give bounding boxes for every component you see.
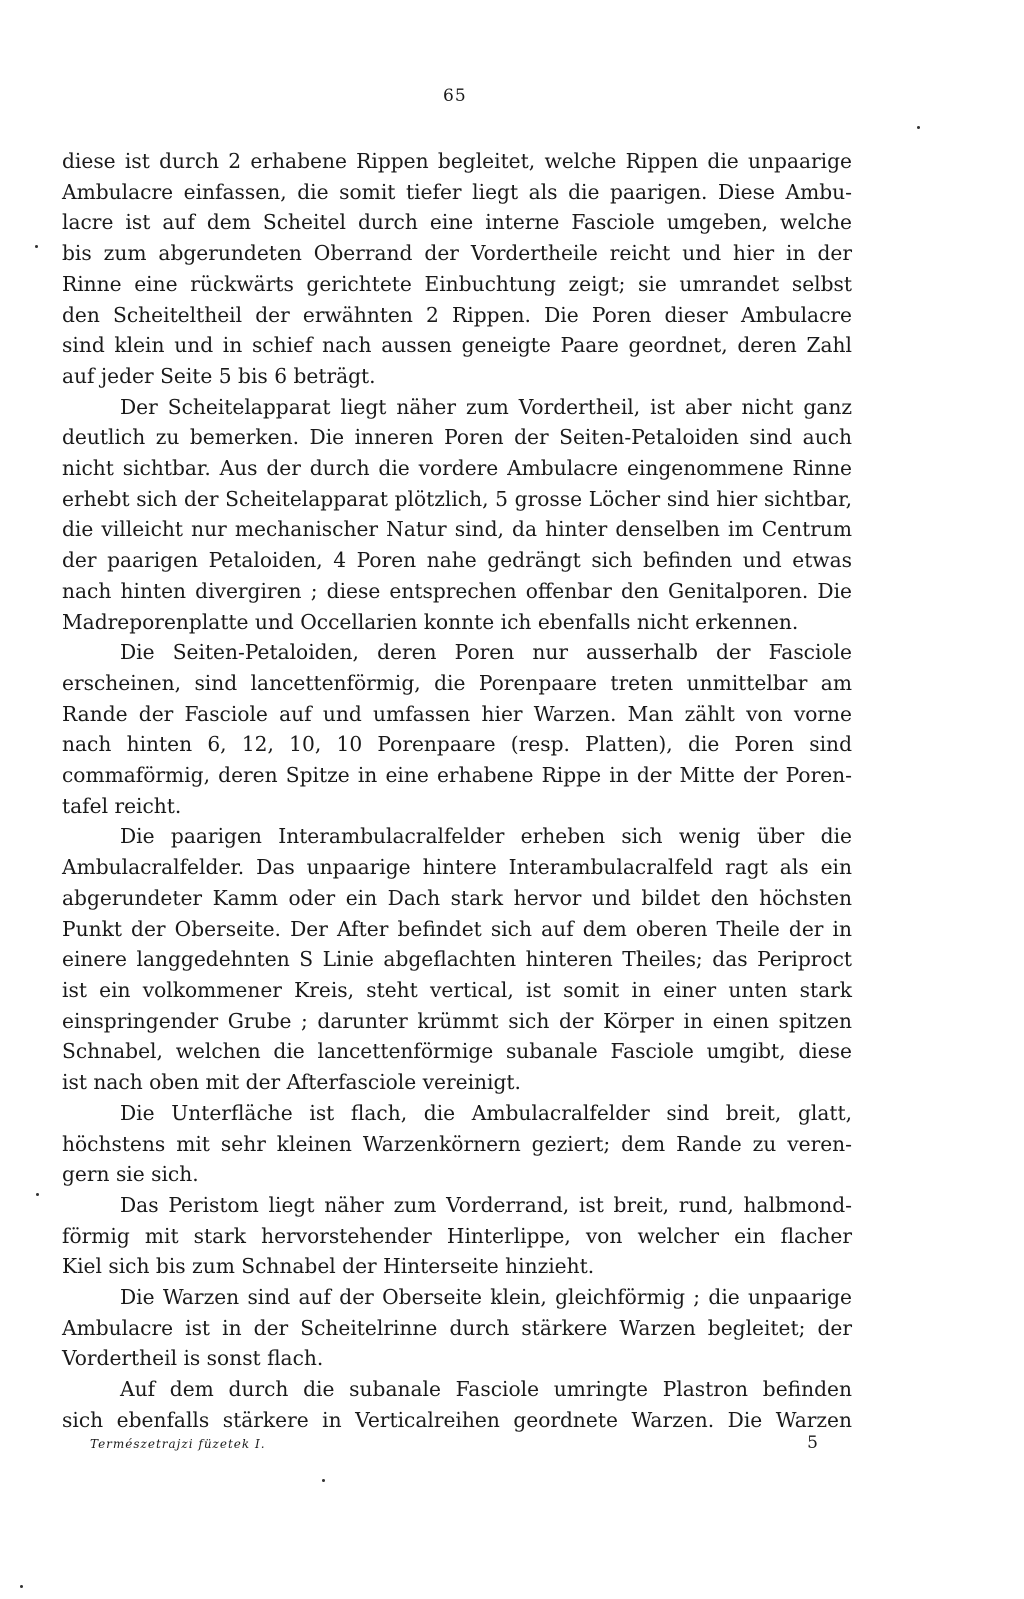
paragraph [62,1190,852,1282]
text-line: förmig mit stark hervorstehender Hinterlippe, von welcher ein flacher [62,1223,852,1248]
page-number: 65 [443,86,467,106]
text-line: Rinne eine rückwärts gerichtete Einbuchtung zeigt; sie umrandet selbst [62,271,852,296]
scan-speck [917,126,920,129]
text-line: lacre ist auf dem Scheitel durch eine interne Fasciole umgeben, welche [62,210,852,235]
footer-signature-mark: 5 [807,1433,818,1453]
text-line: Punkt der Oberseite. Der After befindet sich auf dem oberen Theile der in [62,916,852,941]
text-line: deutlich zu bemerken. Die inneren Poren der Seiten-Petaloiden sind auch [62,425,852,450]
text-line: Die Unterfläche ist flach, die Ambulacralfelder sind breit, glatt, [120,1100,852,1125]
body-text [62,146,852,1436]
text-line: Rande der Fasciole auf und umfassen hier Warzen. Man zählt von vorne [62,701,852,726]
scan-speck [322,1479,325,1482]
text-line: nicht sichtbar. Aus der durch die vordere Ambulacre eingenommene Rinne [62,456,852,481]
text-line: die villeicht nur mechanischer Natur sind, da hinter denselben im Centrum [62,517,852,542]
text-line: ist nach oben mit der Afterfasciole vereinigt. [62,1070,521,1095]
paragraph [62,392,852,638]
text-line: sich ebenfalls stärkere in Verticalreihen geordnete Warzen. Die Warzen [62,1407,852,1432]
text-line: tafel reicht. [62,793,182,818]
scan-speck [20,1585,23,1588]
text-line: höchstens mit sehr kleinen Warzenkörnern geziert; dem Rande zu veren- [62,1131,852,1156]
text-line: diese ist durch 2 erhabene Rippen begleitet, welche Rippen die unpaarige [62,149,852,173]
page-footer [62,1433,852,1459]
text-line: den Scheiteltheil der erwähnten 2 Rippen. Die Poren dieser Ambulacre [62,302,852,327]
text-line: auf jeder Seite 5 bis 6 beträgt. [62,363,376,388]
text-line: abgerundeter Kamm oder ein Dach stark hervor und bildet den höchsten [62,885,852,910]
text-line: Die Seiten-Petaloiden, deren Poren nur ausserhalb der Fasciole [120,640,852,665]
text-line: commaförmig, deren Spitze in eine erhabene Rippe in der Mitte der Poren- [62,763,852,788]
text-line: einspringender Grube ; darunter krümmt sich der Körper in einen spitzen [62,1008,852,1033]
text-line: Madreporenplatte und Occellarien konnte ich ebenfalls nicht erkennen. [62,609,799,634]
scan-speck [35,245,38,248]
paragraph [62,821,852,1097]
text-line: Ambulacralfelder. Das unpaarige hintere Interambulacralfeld ragt als ein [62,855,852,880]
text-line: Kiel sich bis zum Schnabel der Hinterseite hinzieht. [62,1254,595,1279]
text-line: bis zum abgerundeten Oberrand der Vordertheile reicht und hier in der [62,241,852,266]
text-line: Vordertheil is sonst flach. [62,1346,324,1371]
paragraph [62,1098,852,1190]
text-line: Die Warzen sind auf der Oberseite klein, gleichförmig ; die unpaarige [120,1285,852,1310]
paragraph [62,1282,852,1374]
text-line: gern sie sich. [62,1162,199,1187]
text-line: erscheinen, sind lancettenförmig, die Porenpaare treten unmittelbar am [62,670,852,695]
text-line: Der Scheitelapparat liegt näher zum Vordertheil, ist aber nicht ganz [120,394,852,419]
text-line: der paarigen Petaloiden, 4 Poren nahe gedrängt sich befinden und etwas [62,548,852,573]
footer-journal-title: Természetrajzi füzetek I. [90,1437,266,1451]
text-line: sind klein und in schief nach aussen geneigte Paare geordnet, deren Zahl [62,333,852,358]
paragraph [62,1374,852,1435]
text-line: Ambulacre ist in der Scheitelrinne durch stärkere Warzen begleitet; der [62,1315,852,1340]
text-line: nach hinten divergiren ; diese entsprechen offenbar den Genitalporen. Die [62,578,852,603]
paragraph [62,146,852,392]
text-line: Die paarigen Interambulacralfelder erheben sich wenig über die [120,824,852,849]
text-line: Schnabel, welchen die lancettenförmige subanale Fasciole umgibt, diese [62,1039,852,1064]
text-line: nach hinten 6, 12, 10, 10 Porenpaare (resp. Platten), die Poren sind [62,732,852,757]
text-line: Ambulacre einfassen, die somit tiefer liegt als die paarigen. Diese Ambu- [62,179,852,204]
paragraph [62,637,852,821]
text-line: Auf dem durch die subanale Fasciole umringte Plastron befinden [120,1377,852,1402]
text-line: Das Peristom liegt näher zum Vorderrand, ist breit, rund, halbmond- [120,1192,852,1217]
text-line: einere langgedehnten S Linie abgeflachten hinteren Theiles; das Periproct [62,947,852,972]
text-line: ist ein volkommener Kreis, steht vertical, ist somit in einer unten stark [62,977,852,1002]
text-line: erhebt sich der Scheitelapparat plötzlich, 5 grosse Löcher sind hier sichtbar, [62,486,852,511]
scan-speck [36,1193,39,1196]
